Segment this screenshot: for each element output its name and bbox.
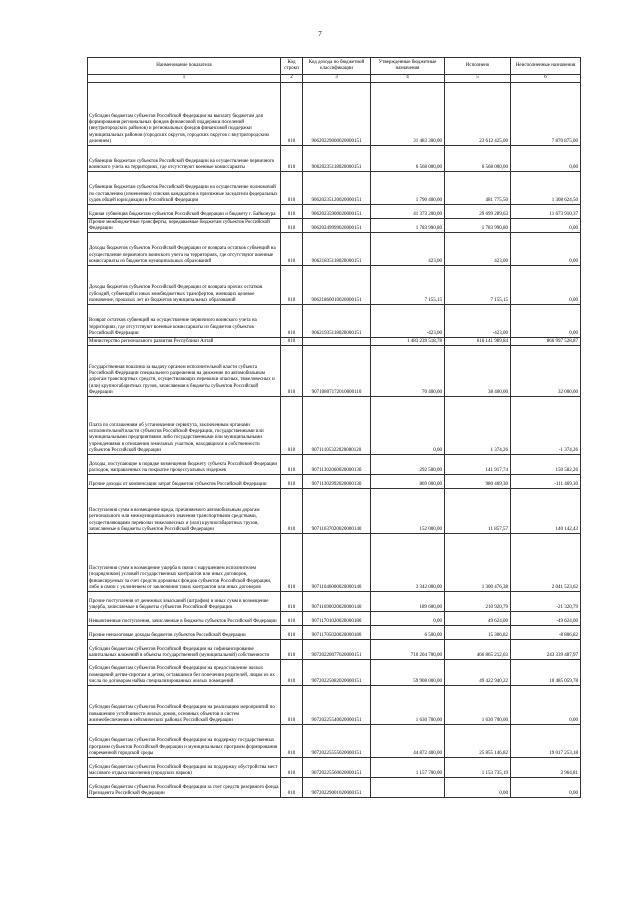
- row-executed: 23 612 425,00: [445, 83, 511, 146]
- row-name: Субсидии бюджетам субъектов Российской Федерации на поддержку государственных программ субъектов Российской Федерации и муниципальных программ формирования современной городской среды: [88, 725, 281, 758]
- row-unexecuted: 0,00: [511, 305, 581, 338]
- row-budget-code: 90620229000020000151: [303, 83, 371, 146]
- table-row: [88, 83, 581, 146]
- row-line-code: 010: [281, 172, 303, 205]
- row-executed: 423,00: [445, 233, 511, 266]
- row-budget-code: 90620235118020000151: [303, 146, 371, 172]
- row-approved: 0,00: [371, 612, 445, 626]
- row-unexecuted: -49 624,00: [511, 612, 581, 626]
- row-approved: 1 790 400,00: [371, 172, 445, 205]
- row-name: Доходы, поступающие в порядке возмещения бюджету субъекта Российской Федерации расходов, направленных на покрытие процессуальных издержек: [88, 455, 281, 475]
- row-executed: 481 775,50: [445, 172, 511, 205]
- row-name: Государственная пошлина за выдачу органом исполнительной власти субъекта Российской Федерации специального разрешения на движение по автомобильным дорогам транспортных средств, осуществляющих перевозки опасных, тяжеловесных и (или) крупногабаритных грузов, зачисляемая в бюджеты субъектов Российской Федерации: [88, 346, 281, 397]
- row-approved: 6 500,00: [371, 626, 445, 640]
- row-name: Поступления сумм в возмещение ущерба в связи с нарушением исполнителем (подрядчиком) условий государственных контрактов или иных договоров, финансируемых за счет средств дорожных фондов субъектов Российской Федерации, либо в связи с уклонением от заключения таких контрактов или иных договоров: [88, 534, 281, 592]
- row-executed: 15 306,82: [445, 626, 511, 640]
- row-approved: 869 000,00: [371, 475, 445, 489]
- row-name: Прочие поступления от денежных взысканий (штрафов) и иных сумм в возмещение ущерба, зачисляемые в бюджеты субъектов Российской Федерации: [88, 592, 281, 612]
- table-row: [88, 686, 581, 725]
- table-row: [88, 758, 581, 778]
- row-approved: 59 908 000,00: [371, 660, 445, 686]
- table-row: [88, 219, 581, 233]
- row-name: Прочие доходы от компенсации затрат бюджетов субъектов Российской Федерации: [88, 475, 281, 489]
- row-unexecuted: 3 964,81: [511, 758, 581, 778]
- row-budget-code: 90720225560020000151: [303, 758, 371, 778]
- row-budget-code: 90720229001020000151: [303, 778, 371, 798]
- table-row: [88, 534, 581, 592]
- row-executed: 1 153 735,19: [445, 758, 511, 778]
- row-executed: 49 624,00: [445, 612, 511, 626]
- row-name: Субсидии бюджетам субъектов Российской Федерации за счет средств резервного фонда Президента Российской Федерации: [88, 778, 281, 798]
- row-name: Возврат остатков субвенций на осуществление первичного воинского учета на территориях, где отсутствуют военные комиссариаты из бюджетов субъектов Российской Федерации: [88, 305, 281, 338]
- row-approved: 6 568 000,00: [371, 146, 445, 172]
- row-executed: 29 699 289,63: [445, 205, 511, 219]
- row-executed: 6 568 000,00: [445, 146, 511, 172]
- table-row: [88, 172, 581, 205]
- table-row: [88, 266, 581, 305]
- table-row: [88, 660, 581, 686]
- row-budget-code: 90711690020020000140: [303, 592, 371, 612]
- row-name: Субвенции бюджетам субъектов Российской Федерации на осуществление полномочий по составлению (изменению) списков кандидатов в присяжные заседатели федеральных судов общей юрисдикции в Российской Федерации: [88, 172, 281, 205]
- table-row: [88, 489, 581, 534]
- row-approved: 1 630 700,00: [371, 686, 445, 725]
- col-number: 4: [371, 75, 445, 83]
- table-body: [88, 83, 581, 798]
- row-budget-code: 90711302992020000130: [303, 475, 371, 489]
- row-line-code: 010: [281, 455, 303, 475]
- row-line-code: 010: [281, 219, 303, 233]
- row-unexecuted: 1 308 624,50: [511, 172, 581, 205]
- row-executed: 49 422 940,22: [445, 660, 511, 686]
- row-unexecuted: 0,00: [511, 266, 581, 305]
- table-row: [88, 338, 581, 346]
- row-budget-code: 90720220077020000151: [303, 640, 371, 660]
- row-name: Прочие межбюджетные трансферты, передаваемые бюджетам субъектов Российской Федерации: [88, 219, 281, 233]
- col-number: 3: [303, 75, 371, 83]
- row-line-code: 010: [281, 778, 303, 798]
- row-approved: 1 483 239 518,78: [371, 338, 445, 346]
- row-approved: 189 600,00: [371, 592, 445, 612]
- header-executed: Исполнено: [445, 58, 511, 75]
- row-executed: 980 469,30: [445, 475, 511, 489]
- row-approved: 44 872 400,00: [371, 725, 445, 758]
- row-executed: 1 783 990,80: [445, 219, 511, 233]
- row-name: Поступления сумм в возмещение вреда, причиняемого автомобильным дорогам регионального или межмуниципального значения транспортными средствами, осуществляющими перевозки тяжеловесных и (или) крупногабаритных грузов, зачисляемые в бюджеты субъектов Российской Федерации: [88, 489, 281, 534]
- row-executed: 1 300 476,38: [445, 534, 511, 592]
- column-number-row: [88, 75, 581, 83]
- row-executed: 11 857,57: [445, 489, 511, 534]
- row-approved: 710 204 700,00: [371, 640, 445, 660]
- row-name: Единая субвенция бюджетам субъектов Российской Федерации и бюджету г. Байконура: [88, 205, 281, 219]
- row-unexecuted: 32 000,00: [511, 346, 581, 397]
- row-line-code: 010: [281, 626, 303, 640]
- row-unexecuted: 0,00: [511, 233, 581, 266]
- row-budget-code: 90711705020020000180: [303, 626, 371, 640]
- row-approved: 423,00: [371, 233, 445, 266]
- row-budget-code: 90710807172010000110: [303, 346, 371, 397]
- row-approved: 70 400,00: [371, 346, 445, 397]
- budget-income-table: [87, 57, 581, 798]
- row-executed: 466 865 212,03: [445, 640, 511, 660]
- row-approved: [371, 778, 445, 798]
- row-executed: 25 855 146,82: [445, 725, 511, 758]
- row-unexecuted: 866 997 528,87: [511, 338, 581, 346]
- row-budget-code: 90621935118020000151: [303, 305, 371, 338]
- table-row: [88, 778, 581, 798]
- table-row: [88, 346, 581, 397]
- row-executed: 210 920,79: [445, 592, 511, 612]
- header-budget-code: Код дохода по бюджетной классификации: [303, 58, 371, 75]
- table-row: [88, 592, 581, 612]
- row-name: Субсидии бюджетам субъектов Российской Федерации на софинансирование капитальных вложений в объекты государственной (муниципальной) собственности: [88, 640, 281, 660]
- row-approved: 0,00: [371, 397, 445, 455]
- row-line-code: 010: [281, 660, 303, 686]
- row-budget-code: 90720225082020000151: [303, 660, 371, 686]
- table-row: [88, 626, 581, 640]
- row-name: Плата по соглашениям об установлении сервитута, заключенным органами исполнительной власти субъектов Российской Федерации, государственными или муниципальными предприятиями либо государственными или муниципальными учреждениями в отношении земельных участков, находящихся в собственности субъектов Российской Федерации: [88, 397, 281, 455]
- row-line-code: 010: [281, 83, 303, 146]
- table-header-row: [88, 58, 581, 75]
- row-approved: 41 373 200,00: [371, 205, 445, 219]
- row-unexecuted: 11 673 910,37: [511, 205, 581, 219]
- row-unexecuted: 19 017 253,18: [511, 725, 581, 758]
- col-number: 2: [281, 75, 303, 83]
- row-budget-code: 90711701020020000180: [303, 612, 371, 626]
- row-executed: 7 155,15: [445, 266, 511, 305]
- row-line-code: 010: [281, 592, 303, 612]
- row-executed: 141 917,74: [445, 455, 511, 475]
- table-row: [88, 475, 581, 489]
- row-line-code: 010: [281, 205, 303, 219]
- row-budget-code: [303, 338, 371, 346]
- row-unexecuted: 0,00: [511, 778, 581, 798]
- row-unexecuted: 7 870 875,00: [511, 83, 581, 146]
- row-line-code: 010: [281, 758, 303, 778]
- row-line-code: 010: [281, 397, 303, 455]
- row-budget-code: 90620235120020000151: [303, 172, 371, 205]
- row-name: Субсидии бюджетам субъектов Российской Федерации на предоставление жилых помещений детям-сиротам и детям, оставшимся без попечения родителей, лицам из их числа по договорам найма специализированных жилых помещений: [88, 660, 281, 686]
- row-budget-code: 90621835118020000151: [303, 233, 371, 266]
- row-executed: 0,00: [445, 778, 511, 798]
- row-approved: 1 157 700,00: [371, 758, 445, 778]
- col-number: 1: [88, 75, 281, 83]
- row-unexecuted: -21 320,79: [511, 592, 581, 612]
- row-unexecuted: -111 469,30: [511, 475, 581, 489]
- row-executed: 38 400,00: [445, 346, 511, 397]
- row-unexecuted: -8 806,82: [511, 626, 581, 640]
- table-row: [88, 397, 581, 455]
- header-indicator-name: Наименование показателя: [88, 58, 281, 75]
- row-budget-code: 90620249999020000151: [303, 219, 371, 233]
- table-row: [88, 455, 581, 475]
- row-approved: 292 500,00: [371, 455, 445, 475]
- row-budget-code: 90621860010020000151: [303, 266, 371, 305]
- row-unexecuted: 0,00: [511, 146, 581, 172]
- row-unexecuted: 0,00: [511, 219, 581, 233]
- table-row: [88, 612, 581, 626]
- table-row: [88, 205, 581, 219]
- row-unexecuted: 2 041 523,62: [511, 534, 581, 592]
- row-budget-code: 90620235900020000151: [303, 205, 371, 219]
- row-budget-code: 90720225555020000151: [303, 725, 371, 758]
- row-unexecuted: -1 374,26: [511, 397, 581, 455]
- table-row: [88, 305, 581, 338]
- table-row: [88, 640, 581, 660]
- row-name: Субвенции бюджетам субъектов Российской Федерации на осуществление первичного воинского учета на территориях, где отсутствуют военные комиссариаты: [88, 146, 281, 172]
- row-approved: 1 783 990,80: [371, 219, 445, 233]
- row-name: Невыясненные поступления, зачисляемые в бюджеты субъектов Российской Федерации: [88, 612, 281, 626]
- row-line-code: 010: [281, 686, 303, 725]
- row-name: Доходы бюджетов субъектов Российской Федерации от возврата прочих остатков субсидий, субвенций и иных межбюджетных трансфертов, имеющих целевое назначение, прошлых лет из бюджетов муниципальных образований: [88, 266, 281, 305]
- row-executed: -423,00: [445, 305, 511, 338]
- row-line-code: 010: [281, 266, 303, 305]
- row-unexecuted: 0,00: [511, 686, 581, 725]
- row-name: Прочие неналоговые доходы бюджетов субъектов Российской Федерации: [88, 626, 281, 640]
- row-budget-code: 90711646000020000140: [303, 534, 371, 592]
- header-line-code: Код строки: [281, 58, 303, 75]
- row-line-code: 010: [281, 146, 303, 172]
- table-row: [88, 146, 581, 172]
- row-line-code: 010: [281, 233, 303, 266]
- row-unexecuted: 243 339 487,97: [511, 640, 581, 660]
- row-executed: 1 374,26: [445, 397, 511, 455]
- row-approved: 7 155,15: [371, 266, 445, 305]
- row-line-code: 010: [281, 475, 303, 489]
- row-budget-code: 90711105322020000120: [303, 397, 371, 455]
- table-row: [88, 725, 581, 758]
- row-line-code: 010: [281, 489, 303, 534]
- row-approved: 31 483 300,00: [371, 83, 445, 146]
- row-line-code: 010: [281, 346, 303, 397]
- row-unexecuted: 150 582,26: [511, 455, 581, 475]
- row-name: Министерство регионального развития Республики Алтай: [88, 338, 281, 346]
- row-unexecuted: 140 142,43: [511, 489, 581, 534]
- header-approved: Утвержденные бюджетные назначения: [371, 58, 445, 75]
- row-unexecuted: 10 485 059,78: [511, 660, 581, 686]
- col-number: 5: [445, 75, 511, 83]
- row-name: Субсидии бюджетам субъектов Российской Федерации на реализацию мероприятий по повышению устойчивости жилых домов, основных объектов и систем жизнеобеспечения в сейсмических районах Российской Федерации: [88, 686, 281, 725]
- table-row: [88, 233, 581, 266]
- col-number: 6: [511, 75, 581, 83]
- row-approved: -423,00: [371, 305, 445, 338]
- row-line-code: 010: [281, 640, 303, 660]
- row-name: Доходы бюджетов субъектов Российской Федерации от возврата остатков субвенций на осуществление первичного воинского учета на территориях, где отсутствуют военные комиссариаты из бюджетов муниципальных образований: [88, 233, 281, 266]
- row-line-code: 010: [281, 725, 303, 758]
- row-line-code: 010: [281, 534, 303, 592]
- row-executed: 1 630 700,00: [445, 686, 511, 725]
- row-line-code: 010: [281, 305, 303, 338]
- row-name: Субсидии бюджетам субъектов Российской Федерации на поддержку обустройства мест массового отдыха населения (городских парков): [88, 758, 281, 778]
- row-approved: 3 342 000,00: [371, 534, 445, 592]
- row-budget-code: 90720225540020000151: [303, 686, 371, 725]
- row-budget-code: 90711302060020000130: [303, 455, 371, 475]
- row-line-code: 010: [281, 612, 303, 626]
- header-unexecuted: Неисполненные назначения: [511, 58, 581, 75]
- row-line-code: 010: [281, 338, 303, 346]
- row-executed: 616 141 989,84: [445, 338, 511, 346]
- row-name: Субсидии бюджетам субъектов Российской Федерации на выплату бюджетам для формирования региональных фондов финансовой поддержки поселений (внутригородских районов) и региональных фондов финансовой поддержки муниципальных районов (городских округов, городских округов с внутригородским делением): [88, 83, 281, 146]
- row-budget-code: 90711637020020000140: [303, 489, 371, 534]
- row-approved: 152 000,00: [371, 489, 445, 534]
- page-number: 7: [318, 30, 322, 38]
